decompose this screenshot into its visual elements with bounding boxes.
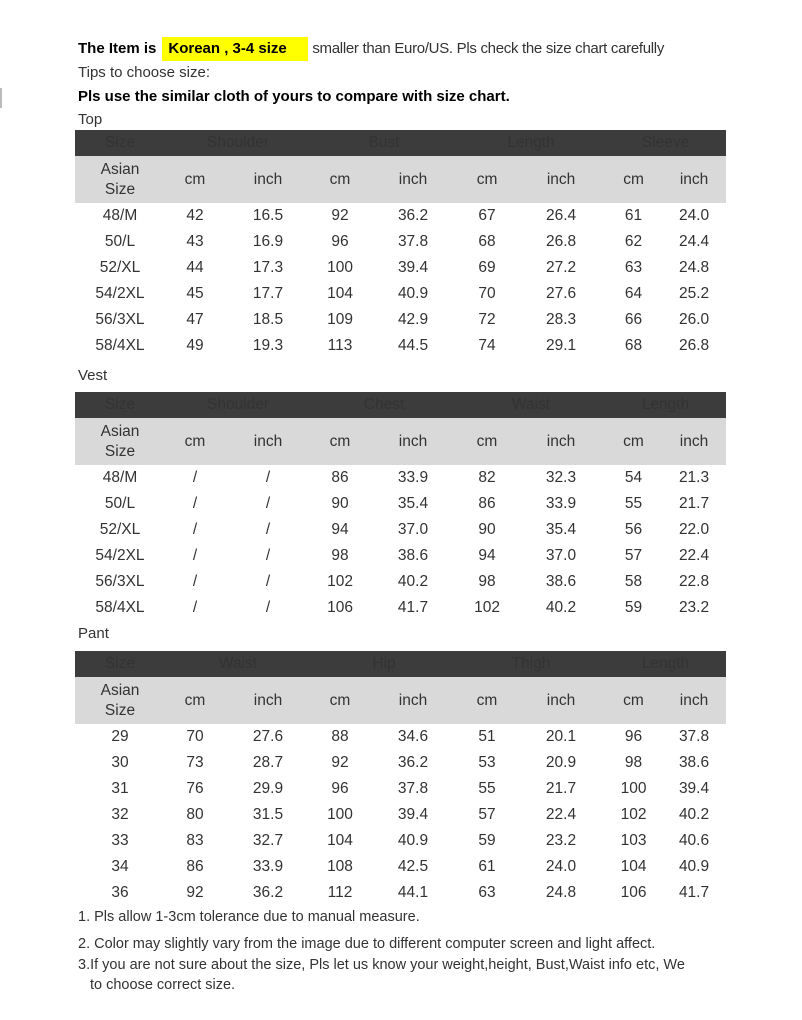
value-cell: 59 [624,599,643,616]
unit-cell: inch [225,677,311,724]
value-cell: / [192,521,198,538]
table-row [75,776,726,802]
value-cell: / [265,599,271,616]
value-cell: 35.4 [545,521,577,538]
value-cell: 61 [478,858,496,875]
value-cell: 21.7 [545,780,577,797]
value-cell: 49 [186,337,204,354]
header-cell: Thigh [457,651,605,677]
section-label-top: Top [78,111,103,128]
value-cell: 17.7 [252,285,284,302]
value-cell: 62 [624,233,643,250]
value-cell: 70 [478,285,496,302]
value-cell: 86 [186,858,204,875]
unit-cell: cm [457,156,517,203]
value-cell: 98 [478,573,496,590]
value-cell: 35.4 [397,495,429,512]
header-cell: Chest [311,392,457,418]
asian-label: Asian [100,422,140,440]
value-cell: 38.6 [678,754,710,771]
instruction-text: Pls use the similar cloth of yours to compare with size chart. [78,88,510,105]
size-label: Size [104,442,136,460]
value-cell: 82 [478,469,496,486]
value-cell: 73 [186,754,204,771]
value-cell: 18.5 [252,311,284,328]
value-cell: 100 [327,259,353,276]
unit-cell: inch [517,677,605,724]
header-cell: Length [457,130,605,156]
table-row [75,281,726,307]
value-cell: / [265,547,271,564]
header-cell: Length [605,651,726,677]
value-cell: 51 [478,728,496,745]
table-header-row [75,130,726,156]
value-cell: 33.9 [545,495,577,512]
value-cell: 37.8 [397,233,429,250]
intro-prefix: The Item is [78,40,157,57]
asian-label: Asian [100,160,140,178]
table-unit-row [75,677,726,724]
header-cell: Shoulder [165,130,311,156]
value-cell: 94 [478,547,496,564]
value-cell: 104 [327,832,353,849]
value-cell: 113 [327,337,353,354]
table-row [75,802,726,828]
value-cell: 37.8 [397,780,429,797]
value-cell: 44.5 [397,337,429,354]
value-cell: 19.3 [252,337,284,354]
value-cell: 54 [624,469,643,486]
value-cell: 80 [186,806,204,823]
value-cell: 74 [478,337,496,354]
value-cell: 40.2 [397,573,429,590]
value-cell: 58 [624,573,643,590]
note-3: 3.If you are not sure about the size, Pls let us know your weight,height, Bust,Waist info etc, We [78,957,685,973]
note-1: 1. Pls allow 1-3cm tolerance due to manual measure. [78,909,420,925]
intro-line [78,36,664,61]
value-cell: 26.8 [678,337,710,354]
value-cell: 104 [620,858,647,875]
value-cell: 37.0 [545,547,577,564]
value-cell: 66 [624,311,643,328]
value-cell: 67 [478,207,496,224]
value-cell: 27.2 [545,259,577,276]
value-cell: 64 [624,285,643,302]
value-cell: 17.3 [252,259,284,276]
size-cell: 58/4XL [95,599,145,616]
value-cell: 28.7 [252,754,284,771]
unit-cell: inch [662,677,726,724]
value-cell: / [192,495,198,512]
value-cell: 88 [331,728,349,745]
value-cell: 24.8 [545,884,577,901]
unit-cell: cm [605,156,662,203]
table-row [75,307,726,333]
header-cell: Waist [165,651,311,677]
value-cell: 21.7 [678,495,710,512]
unit-cell: inch [369,677,457,724]
value-cell: 32.7 [252,832,284,849]
value-cell: 32.3 [545,469,577,486]
unit-cell: cm [311,156,369,203]
value-cell: 40.9 [678,858,710,875]
value-cell: 57 [624,547,643,564]
size-cell: 33 [111,832,129,849]
unit-cell: cm [165,677,225,724]
value-cell: 90 [478,521,496,538]
table-unit-row [75,156,726,203]
value-cell: 55 [478,780,496,797]
value-cell: / [192,573,198,590]
note-2: 2. Color may slightly vary from the image due to different computer screen and light affect. [78,936,656,952]
header-cell: Waist [457,392,605,418]
size-cell: 48/M [102,207,138,224]
value-cell: 39.4 [397,806,429,823]
size-cell: 29 [111,728,129,745]
size-cell: 50/L [104,495,136,512]
size-label: Size [104,180,136,198]
unit-cell: cm [311,677,369,724]
value-cell: 33.9 [397,469,429,486]
table-row [75,854,726,880]
header-cell: Sleeve [605,130,726,156]
size-cell: 52/XL [99,259,141,276]
unit-cell: inch [517,156,605,203]
value-cell: 42.9 [397,311,429,328]
value-cell: 24.0 [545,858,577,875]
value-cell: / [265,495,271,512]
value-cell: 26.4 [545,207,577,224]
value-cell: 23.2 [545,832,577,849]
value-cell: 28.3 [545,311,577,328]
value-cell: 34.6 [397,728,429,745]
value-cell: 55 [624,495,643,512]
unit-cell: cm [605,677,662,724]
value-cell: 45 [186,285,204,302]
value-cell: 36.2 [397,754,429,771]
value-cell: 70 [186,728,204,745]
value-cell: 76 [186,780,204,797]
value-cell: 22.8 [678,573,710,590]
value-cell: 38.6 [545,573,577,590]
asian-label: Asian [100,681,140,699]
unit-cell: inch [369,418,457,465]
section-label-pant: Pant [78,625,109,642]
table-row [75,750,726,776]
value-cell: 40.9 [397,832,429,849]
value-cell: 86 [331,469,349,486]
value-cell: 44.1 [397,884,429,901]
section-label-vest: Vest [78,367,108,384]
size-cell: 58/4XL [95,337,145,354]
left-edge-mark [0,88,2,108]
table-row [75,880,726,906]
size-cell: 30 [111,754,129,771]
asian-size-cell [75,418,165,465]
size-label: Size [104,701,136,719]
table-row [75,491,726,517]
size-cell: 56/3XL [95,573,145,590]
value-cell: 109 [327,311,353,328]
unit-cell: inch [225,156,311,203]
unit-cell: inch [662,156,726,203]
value-cell: 63 [624,259,643,276]
unit-cell: inch [369,156,457,203]
value-cell: 100 [620,780,647,797]
value-cell: 22.4 [678,547,710,564]
size-cell: 50/L [104,233,136,250]
size-table-pant [75,651,726,906]
value-cell: 92 [186,884,204,901]
value-cell: 92 [331,207,349,224]
value-cell: 59 [478,832,496,849]
value-cell: 47 [186,311,204,328]
value-cell: 41.7 [397,599,429,616]
table-row [75,543,726,569]
table-row [75,569,726,595]
value-cell: 92 [331,754,349,771]
value-cell: 86 [478,495,496,512]
size-cell: 32 [111,806,129,823]
intro-section [78,36,664,109]
header-cell: Hip [311,651,457,677]
header-cell: Length [605,392,726,418]
value-cell: 43 [186,233,204,250]
size-table-vest [75,392,726,621]
table-row [75,517,726,543]
value-cell: 29.1 [545,337,577,354]
unit-cell: cm [457,418,517,465]
value-cell: 33.9 [252,858,284,875]
size-table-top [75,130,726,359]
size-cell: 48/M [102,469,138,486]
value-cell: 102 [474,599,500,616]
unit-cell: cm [311,418,369,465]
value-cell: 63 [478,884,496,901]
value-cell: 96 [624,728,643,745]
value-cell: 40.2 [545,599,577,616]
value-cell: 26.0 [678,311,710,328]
value-cell: 94 [331,521,349,538]
value-cell: / [265,521,271,538]
unit-cell: cm [605,418,662,465]
table-row [75,828,726,854]
value-cell: 56 [624,521,643,538]
value-cell: 106 [327,599,353,616]
header-cell: Size [75,392,165,418]
value-cell: 108 [327,858,353,875]
value-cell: 36.2 [397,207,429,224]
value-cell: 40.6 [678,832,710,849]
value-cell: 44 [186,259,204,276]
table-row [75,724,726,750]
table-header-row [75,392,726,418]
size-cell: 52/XL [99,521,141,538]
value-cell: / [265,573,271,590]
table-row [75,595,726,621]
value-cell: 24.4 [678,233,710,250]
value-cell: 72 [478,311,496,328]
value-cell: 68 [478,233,496,250]
header-cell: Size [75,130,165,156]
value-cell: 20.1 [545,728,577,745]
value-cell: 102 [327,573,353,590]
value-cell: 112 [327,884,353,901]
size-cell: 56/3XL [95,311,145,328]
table-row [75,333,726,359]
value-cell: 90 [331,495,349,512]
value-cell: 83 [186,832,204,849]
unit-cell: cm [165,418,225,465]
size-cell: 54/2XL [95,285,145,302]
value-cell: 42 [186,207,204,224]
value-cell: 53 [478,754,496,771]
size-cell: 31 [111,780,129,797]
value-cell: 57 [478,806,496,823]
value-cell: 40.9 [397,285,429,302]
value-cell: 22.4 [545,806,577,823]
size-cell: 34 [111,858,129,875]
value-cell: 98 [331,547,349,564]
value-cell: 38.6 [397,547,429,564]
value-cell: 16.5 [252,207,284,224]
value-cell: 37.8 [678,728,710,745]
table-row [75,255,726,281]
value-cell: 68 [624,337,643,354]
value-cell: / [192,599,198,616]
value-cell: / [192,547,198,564]
value-cell: 37.0 [397,521,429,538]
asian-size-cell [75,677,165,724]
value-cell: 96 [331,233,349,250]
table-unit-row [75,418,726,465]
header-cell: Size [75,651,165,677]
unit-cell: inch [517,418,605,465]
value-cell: 31.5 [252,806,284,823]
table-row [75,465,726,491]
header-cell: Shoulder [165,392,311,418]
size-cell: 54/2XL [95,547,145,564]
value-cell: 36.2 [252,884,284,901]
value-cell: 104 [327,285,353,302]
value-cell: 23.2 [678,599,710,616]
value-cell: 25.2 [678,285,710,302]
highlight-size-note: Korean , 3-4 size [162,37,308,61]
intro-suffix: smaller than Euro/US. Pls check the size chart carefully [312,40,665,57]
table-header-row [75,651,726,677]
value-cell: 24.0 [678,207,710,224]
unit-cell: inch [225,418,311,465]
value-cell: 42.5 [397,858,429,875]
value-cell: 102 [620,806,647,823]
value-cell: 100 [327,806,353,823]
value-cell: 96 [331,780,349,797]
value-cell: 103 [620,832,647,849]
value-cell: 26.8 [545,233,577,250]
value-cell: 22.0 [678,521,710,538]
value-cell: 106 [620,884,647,901]
value-cell: 61 [624,207,643,224]
size-cell: 36 [111,884,129,901]
value-cell: 27.6 [252,728,284,745]
value-cell: 27.6 [545,285,577,302]
note-3-continued: to choose correct size. [90,977,236,993]
value-cell: 29.9 [252,780,284,797]
value-cell: 16.9 [252,233,284,250]
value-cell: 20.9 [545,754,577,771]
header-cell: Bust [311,130,457,156]
value-cell: 39.4 [678,780,710,797]
value-cell: 69 [478,259,496,276]
value-cell: 98 [624,754,643,771]
value-cell: 21.3 [678,469,710,486]
table-row [75,229,726,255]
asian-size-cell [75,156,165,203]
tips-text: Tips to choose size: [78,64,211,81]
unit-cell: inch [662,418,726,465]
value-cell: 41.7 [678,884,710,901]
unit-cell: cm [457,677,517,724]
value-cell: / [265,469,271,486]
unit-cell: cm [165,156,225,203]
value-cell: / [192,469,198,486]
value-cell: 39.4 [397,259,429,276]
value-cell: 24.8 [678,259,710,276]
value-cell: 40.2 [678,806,710,823]
table-row [75,203,726,229]
